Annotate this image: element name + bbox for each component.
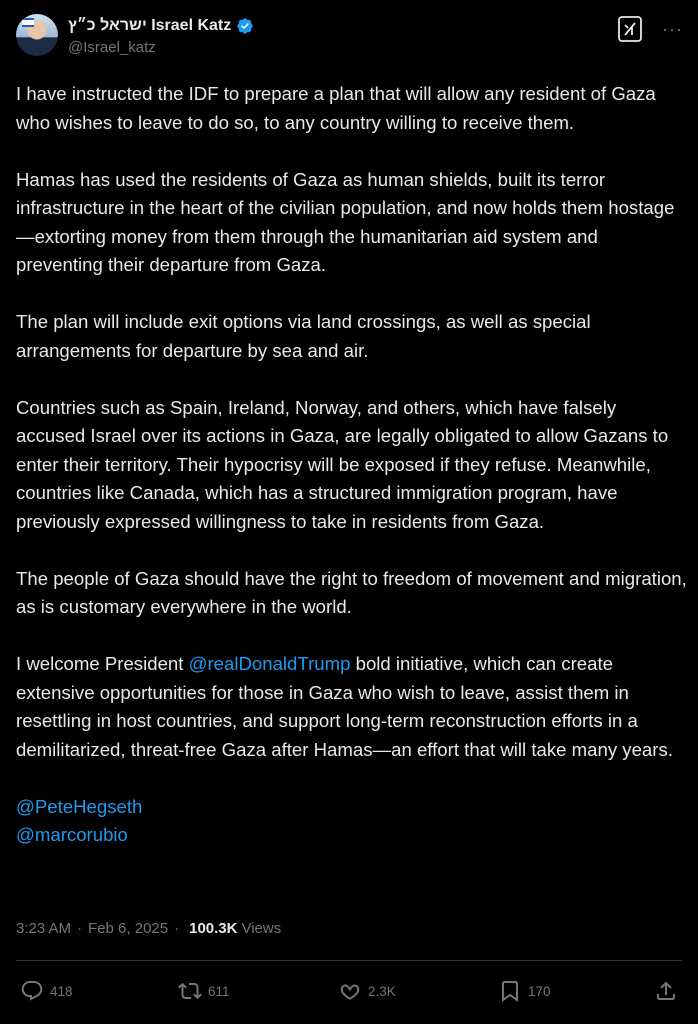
action-bar — [16, 974, 682, 1008]
flag-pin-icon — [22, 18, 34, 27]
views-count: 100.3K — [189, 920, 238, 937]
tweet-paragraph-5: The people of Gaza should have the right to freedom of movement and migration, as is customary everywhere in the world. — [16, 567, 687, 617]
meta-separator: · — [77, 920, 83, 937]
grok-icon[interactable] — [618, 16, 642, 42]
tweet-paragraph-6-start: I welcome President — [16, 653, 189, 674]
mention-petehegseth[interactable]: @PeteHegseth — [16, 795, 143, 817]
tweet-mentions — [16, 793, 688, 850]
tweet-meta — [16, 920, 281, 937]
tweet-paragraph-2: Hamas has used the residents of Gaza as human shields, built its terror infrastructure in the heart of the civilian population, and now holds them hostage—extorting money from them through the humanitarian aid system and preventing their departure from Gaza. — [16, 168, 675, 275]
reply-button[interactable] — [20, 974, 73, 1008]
tweet-body — [16, 80, 688, 850]
tweet-paragraph-1: I have instructed the IDF to prepare a plan that will allow any resident of Gaza who wishes to leave to do so, to any country willing to receive them. — [16, 83, 656, 133]
like-count: 2.3K — [368, 983, 396, 999]
verified-badge-icon — [236, 17, 254, 35]
bookmark-button[interactable] — [498, 974, 551, 1008]
share-icon — [654, 979, 678, 1003]
tweet-header — [16, 14, 682, 62]
like-icon — [338, 979, 362, 1003]
avatar[interactable] — [16, 14, 58, 56]
author-handle[interactable]: @Israel_katz — [68, 39, 156, 56]
reply-count: 418 — [50, 983, 73, 999]
repost-count: 611 — [208, 983, 230, 999]
tweet-paragraph-4: Countries such as Spain, Ireland, Norway, and others, which have falsely accused Israel over its actions in Gaza, are legally obligated to allow Gazans to enter their territory. Their hypocrisy will be exposed if they refuse. Meanwhile, countries like Canada, which has a structured immigration program, have previously expressed willingness to take in residents from Gaza. — [16, 396, 669, 532]
mention-realdonaldtrump[interactable]: @realDonaldTrump — [188, 653, 351, 674]
mention-marcorubio[interactable]: @marcorubio — [16, 824, 128, 845]
author-display-name-text: ישראל כ״ץ Israel Katz — [68, 17, 232, 34]
repost-icon — [178, 979, 202, 1003]
reply-icon — [20, 979, 44, 1003]
bookmark-count: 170 — [528, 983, 551, 999]
author-names — [68, 16, 254, 56]
repost-button[interactable] — [178, 974, 230, 1008]
tweet-time[interactable]: 3:23 AM — [16, 920, 72, 937]
meta-separator-2: · — [174, 920, 180, 937]
tweet-paragraph-3: The plan will include exit options via land crossings, as well as special arrangements for departure by sea and air. — [16, 311, 591, 361]
tweet-paragraph-6 — [16, 650, 688, 764]
divider — [16, 960, 682, 961]
more-horizontal-icon[interactable]: ··· — [662, 19, 683, 39]
views-label: Views — [241, 920, 282, 937]
author-display-name[interactable] — [68, 16, 254, 36]
bookmark-icon — [498, 979, 522, 1003]
tweet-date[interactable]: Feb 6, 2025 — [88, 920, 169, 937]
like-button[interactable] — [338, 974, 396, 1008]
tweet-paragraph-6-end: bold initiative, which can create extensive opportunities for those in Gaza who wish to leave, assist them in resettling in host countries, and support long-term reconstruction efforts in a demilitarized, threat-free Gaza after Hamas—an effort that will take many years. — [16, 653, 673, 760]
share-button[interactable] — [654, 974, 678, 1008]
